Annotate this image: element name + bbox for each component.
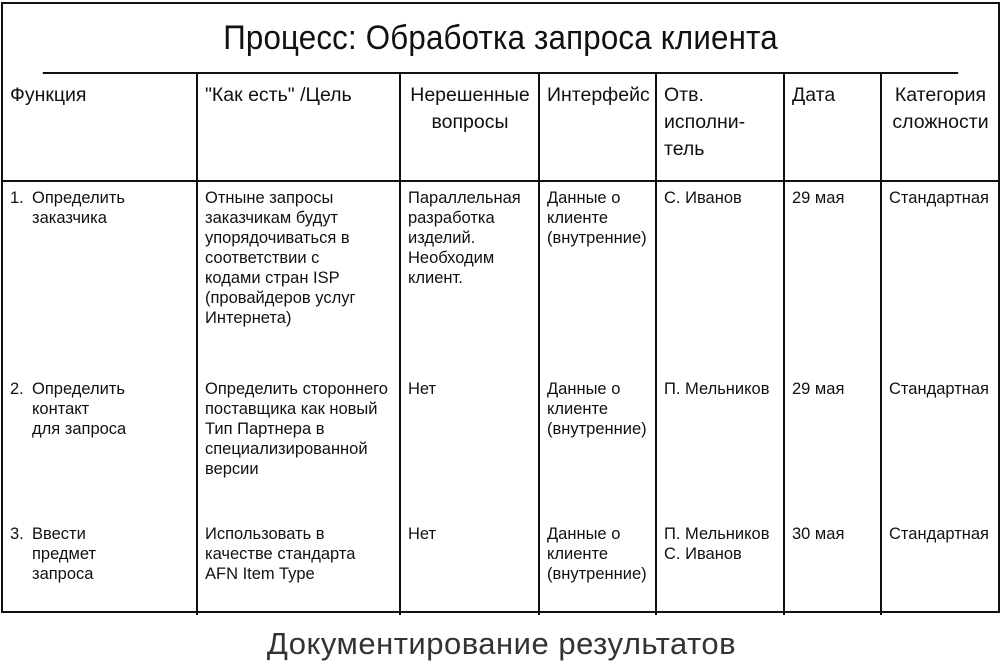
table-row [3, 519, 998, 615]
function-text: Определить контакт для запроса [32, 380, 127, 438]
cell-interface: Данные о клиенте (внутренние) [539, 181, 656, 373]
process-table-frame [1, 2, 1000, 613]
cell-open-issues: Нет [400, 519, 539, 615]
header-responsible: Отв. исполни- тель [656, 74, 784, 181]
cell-function [3, 373, 197, 519]
cell-date: 30 мая [784, 519, 881, 615]
row-number: 3. [10, 525, 24, 543]
cell-category: Стандартная [881, 373, 998, 519]
row-number: 2. [10, 380, 24, 398]
cell-function [3, 181, 197, 373]
cell-as-is-goal: Отныне запросы заказчикам будут упорядочиваться в соответствии с кодами стран ISP (провайдеров услуг Интернета) [197, 181, 400, 373]
cell-open-issues: Параллельная разработка изделий. Необходим клиент. [400, 181, 539, 373]
function-text: Определить заказчика [32, 189, 126, 227]
table-header-row [3, 74, 998, 181]
table-row [3, 181, 998, 373]
cell-responsible: П. Мельников С. Иванов [656, 519, 784, 615]
cell-interface: Данные о клиенте (внутренние) [539, 373, 656, 519]
header-as-is-goal: "Как есть" /Цель [197, 74, 400, 181]
cell-category: Стандартная [881, 181, 998, 373]
header-category: Категория сложности [881, 74, 998, 181]
header-interface: Интерфейс [539, 74, 656, 181]
header-date: Дата [784, 74, 881, 181]
cell-interface: Данные о клиенте (внутренние) [539, 519, 656, 615]
cell-function [3, 519, 197, 615]
cell-date: 29 мая [784, 181, 881, 373]
footer-caption: Документирование результатов [266, 626, 737, 661]
cell-as-is-goal: Определить стороннего поставщика как новый Тип Партнера в специализированной версии [197, 373, 400, 519]
cell-responsible: П. Мельников [656, 373, 784, 519]
function-text: Ввести предмет запроса [32, 525, 97, 583]
cell-category: Стандартная [881, 519, 998, 615]
cell-open-issues: Нет [400, 373, 539, 519]
process-table [3, 74, 998, 615]
header-open-issues: Нерешенные вопросы [400, 74, 539, 181]
table-row [3, 373, 998, 519]
cell-as-is-goal: Использовать в качестве стандарта AFN Item Type [197, 519, 400, 615]
table-title: Процесс: Обработка запроса клиента [43, 4, 958, 74]
row-number: 1. [10, 189, 24, 207]
cell-date: 29 мая [784, 373, 881, 519]
cell-responsible: С. Иванов [656, 181, 784, 373]
header-function: Функция [3, 74, 197, 181]
